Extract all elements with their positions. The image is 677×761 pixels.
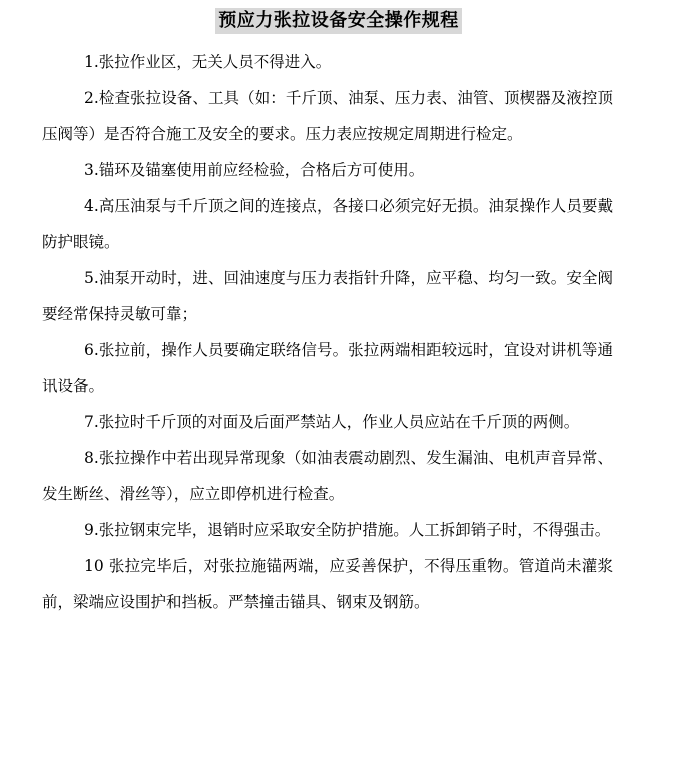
paragraph-3: 3.锚环及锚塞使用前应经检验，合格后方可使用。 — [84, 161, 425, 179]
document-body — [42, 44, 613, 620]
paragraph-2: 2.检查张拉设备、工具（如：千斤顶、油泵、压力表、油管、顶楔器及液控顶压阀等）是否符合施工及安全的要求。压力表应按规定周期进行检定。 — [42, 89, 613, 143]
paragraph-6: 6.张拉前，操作人员要确定联络信号。张拉两端相距较远时，宜设对讲机等通讯设备。 — [42, 341, 613, 395]
paragraph-5: 5.油泵开动时，进、回油速度与压力表指针升降，应平稳、均匀一致。安全阀要经常保持灵敏可靠； — [42, 269, 613, 323]
paragraph-10: 10 张拉完毕后，对张拉施锚两端，应妥善保护，不得压重物。管道尚未灌浆前，梁端应设围护和挡板。严禁撞击锚具、钢束及钢筋。 — [42, 557, 613, 611]
paragraph-1: 1.张拉作业区，无关人员不得进入。 — [84, 53, 332, 71]
paragraph-8: 8.张拉操作中若出现异常现象（如油表震动剧烈、发生漏油、电机声音异常、发生断丝、滑丝等），应立即停机进行检查。 — [42, 449, 613, 503]
paragraph-7: 7.张拉时千斤顶的对面及后面严禁站人，作业人员应站在千斤顶的两侧。 — [84, 413, 580, 431]
paragraph-4: 4.高压油泵与千斤顶之间的连接点，各接口必须完好无损。油泵操作人员要戴防护眼镜。 — [42, 197, 613, 251]
title-wrap — [0, 8, 677, 34]
paragraph-9: 9.张拉钢束完毕，退销时应采取安全防护措施。人工拆卸销子时，不得强击。 — [84, 521, 611, 539]
page-title: 预应力张拉设备安全操作规程 — [215, 8, 462, 34]
